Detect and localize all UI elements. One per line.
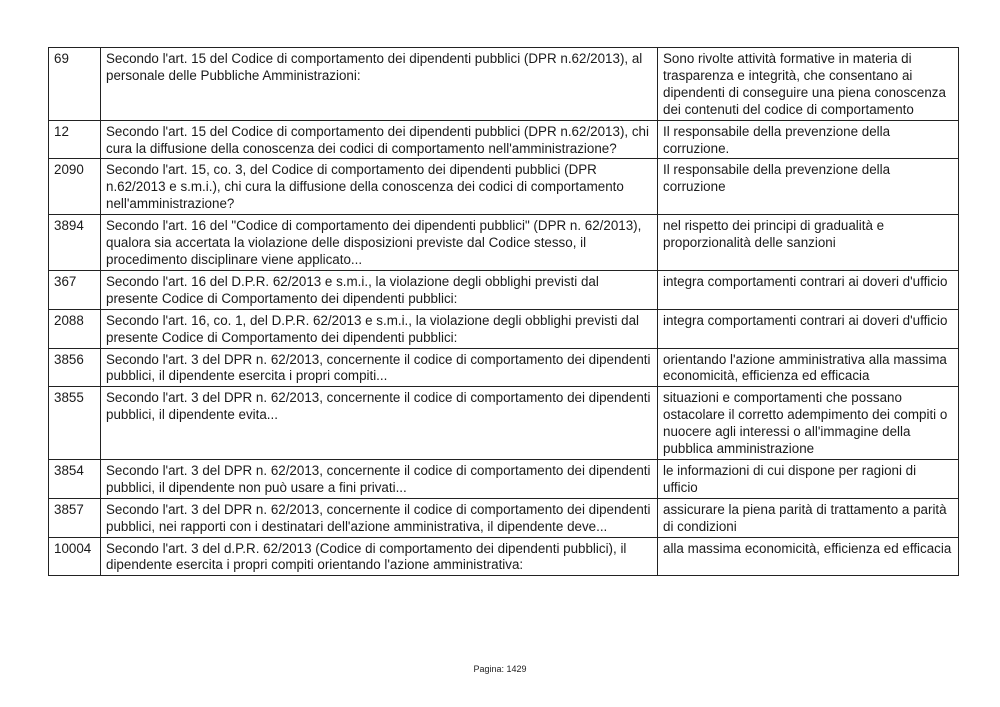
- table-row: [49, 498, 959, 537]
- table-row: [49, 159, 959, 215]
- question-id: 3854: [49, 459, 101, 498]
- question-id: 367: [49, 270, 101, 309]
- question-text: Secondo l'art. 15, co. 3, del Codice di comportamento dei dipendenti pubblici (DPR n.62/2013 e s.m.i.), chi cura la diffusione della conoscenza dei codici di comportamento nell'amministrazione?: [101, 159, 658, 215]
- question-text: Secondo l'art. 3 del DPR n. 62/2013, concernente il codice di comportamento dei dipendenti pubblici, il dipendente evita...: [101, 387, 658, 460]
- question-id: 2088: [49, 309, 101, 348]
- question-text: Secondo l'art. 3 del DPR n. 62/2013, concernente il codice di comportamento dei dipendenti pubblici, nei rapporti con i destinatari dell'azione amministrativa, il dipendente deve...: [101, 498, 658, 537]
- answer-text: alla massima economicità, efficienza ed efficacia: [658, 537, 959, 576]
- question-id: 3894: [49, 215, 101, 271]
- question-text: Secondo l'art. 16 del "Codice di comportamento dei dipendenti pubblici" (DPR n. 62/2013), qualora sia accertata la violazione delle disposizioni previste dal Codice stesso, il procedimento disciplinare viene applicato...: [101, 215, 658, 271]
- answer-text: Il responsabile della prevenzione della corruzione: [658, 159, 959, 215]
- answer-text: assicurare la piena parità di trattamento a parità di condizioni: [658, 498, 959, 537]
- question-text: Secondo l'art. 16, co. 1, del D.P.R. 62/2013 e s.m.i., la violazione degli obblighi previsti dal presente Codice di Comportamento dei dipendenti pubblici:: [101, 309, 658, 348]
- question-text: Secondo l'art. 16 del D.P.R. 62/2013 e s.m.i., la violazione degli obblighi previsti dal presente Codice di Comportamento dei dipendenti pubblici:: [101, 270, 658, 309]
- table-row: [49, 537, 959, 576]
- table-row: [49, 120, 959, 159]
- table-row: [49, 48, 959, 121]
- question-text: Secondo l'art. 15 del Codice di comportamento dei dipendenti pubblici (DPR n.62/2013), chi cura la diffusione della conoscenza dei codici di comportamento nell'amministrazione?: [101, 120, 658, 159]
- page-number: Pagina: 1429: [473, 664, 527, 674]
- answer-text: Il responsabile della prevenzione della corruzione.: [658, 120, 959, 159]
- question-id: 10004: [49, 537, 101, 576]
- question-text: Secondo l'art. 3 del DPR n. 62/2013, concernente il codice di comportamento dei dipendenti pubblici, il dipendente esercita i propri compiti...: [101, 348, 658, 387]
- questions-table: [48, 47, 959, 576]
- answer-text: le informazioni di cui dispone per ragioni di ufficio: [658, 459, 959, 498]
- question-id: 3855: [49, 387, 101, 460]
- answer-text: integra comportamenti contrari ai doveri d'ufficio: [658, 309, 959, 348]
- question-text: Secondo l'art. 15 del Codice di comportamento dei dipendenti pubblici (DPR n.62/2013), al personale delle Pubbliche Amministrazioni:: [101, 48, 658, 121]
- table-row: [49, 459, 959, 498]
- question-id: 69: [49, 48, 101, 121]
- table-row: [49, 270, 959, 309]
- question-id: 12: [49, 120, 101, 159]
- question-id: 3856: [49, 348, 101, 387]
- question-id: 3857: [49, 498, 101, 537]
- answer-text: orientando l'azione amministrativa alla massima economicità, efficienza ed efficacia: [658, 348, 959, 387]
- answer-text: Sono rivolte attività formative in materia di trasparenza e integrità, che consentano ai dipendenti di conseguire una piena conoscenza dei contenuti del codice di comportamento: [658, 48, 959, 121]
- table-row: [49, 348, 959, 387]
- answer-text: situazioni e comportamenti che possano ostacolare il corretto adempimento dei compiti o nuocere agli interessi o all'immagine della pubblica amministrazione: [658, 387, 959, 460]
- answer-text: integra comportamenti contrari ai doveri d'ufficio: [658, 270, 959, 309]
- table-row: [49, 215, 959, 271]
- question-text: Secondo l'art. 3 del d.P.R. 62/2013 (Codice di comportamento dei dipendenti pubblici), il dipendente esercita i propri compiti orientando l'azione amministrativa:: [101, 537, 658, 576]
- question-id: 2090: [49, 159, 101, 215]
- question-text: Secondo l'art. 3 del DPR n. 62/2013, concernente il codice di comportamento dei dipendenti pubblici, il dipendente non può usare a fini privati...: [101, 459, 658, 498]
- table-row: [49, 309, 959, 348]
- table-row: [49, 387, 959, 460]
- answer-text: nel rispetto dei principi di gradualità e proporzionalità delle sanzioni: [658, 215, 959, 271]
